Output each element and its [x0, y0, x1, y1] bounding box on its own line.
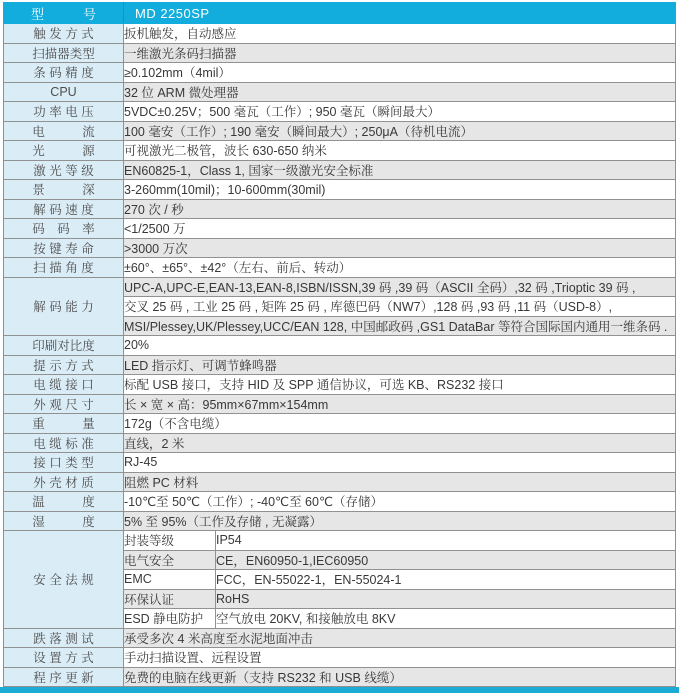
table-row	[4, 414, 676, 434]
spec-label: 电 缆 接 口	[4, 375, 124, 395]
spec-label: 触 发 方 式	[4, 24, 124, 44]
spec-label: 激 光 等 级	[4, 160, 124, 180]
table-row	[4, 63, 676, 83]
table-row	[4, 24, 676, 44]
spec-value: 32 位 ARM 微处理器	[124, 82, 676, 102]
table-row	[4, 355, 676, 375]
spec-value: LED 指示灯、可调节蜂鸣器	[124, 355, 676, 375]
spec-label: 光 源	[4, 141, 124, 161]
table-row	[4, 121, 676, 141]
table-row	[4, 219, 676, 239]
spec-label: 景 深	[4, 180, 124, 200]
table-row	[4, 160, 676, 180]
safety-sub-label: 封装等级	[124, 531, 216, 551]
spec-value: 阻燃 PC 材料	[124, 472, 676, 492]
spec-label: 提 示 方 式	[4, 355, 124, 375]
spec-label: 扫描器类型	[4, 43, 124, 63]
spec-label: 湿 度	[4, 511, 124, 531]
table-header-row	[4, 3, 676, 24]
spec-label: 重 量	[4, 414, 124, 434]
spec-value: 可视激光二极管，波长 630-650 纳米	[124, 141, 676, 161]
spec-value: 手动扫描设置、远程设置	[124, 648, 676, 668]
spec-value: RJ-45	[124, 453, 676, 473]
table-row	[4, 453, 676, 473]
table-row	[4, 511, 676, 531]
table-row	[4, 394, 676, 414]
table-row	[4, 336, 676, 356]
spec-value: 5VDC±0.25V；500 毫瓦（工作）; 950 毫瓦（瞬间最大）	[124, 102, 676, 122]
spec-value: <1/2500 万	[124, 219, 676, 239]
spec-value: UPC-A,UPC-E,EAN-13,EAN-8,ISBN/ISSN,39 码 ,39 码（ASCII 全码）,32 码 ,Trioptic 39 码 ,	[124, 277, 676, 297]
spec-value: MSI/Plessey,UK/Plessey,UCC/EAN 128, 中国邮政码 ,GS1 DataBar 等符合国际国内通用一维条码 .	[124, 316, 676, 336]
table-row	[4, 375, 676, 395]
safety-sub-value: IP54	[216, 531, 676, 551]
spec-label: CPU	[4, 82, 124, 102]
spec-label: 条 码 精 度	[4, 63, 124, 83]
spec-label: 程 序 更 新	[4, 667, 124, 687]
spec-value: 270 次 / 秒	[124, 199, 676, 219]
table-row	[4, 102, 676, 122]
spec-value: 长 × 宽 × 高：95mm×67mm×154mm	[124, 394, 676, 414]
spec-label: 按 键 寿 命	[4, 238, 124, 258]
spec-value: 承受多次 4 米高度至水泥地面冲击	[124, 628, 676, 648]
table-row	[4, 492, 676, 512]
model-value: MD 2250SP	[124, 3, 676, 24]
table-row	[4, 82, 676, 102]
spec-value: >3000 万次	[124, 238, 676, 258]
table-row-safety	[4, 531, 676, 551]
spec-value: 3-260mm(10mil)；10-600mm(30mil)	[124, 180, 676, 200]
safety-sub-value: CE，EN60950-1,IEC60950	[216, 550, 676, 570]
spec-value: 免费的电脑在线更新（支持 RS232 和 USB 线缆）	[124, 667, 676, 687]
table-row-decode-capability	[4, 277, 676, 297]
table-row	[4, 141, 676, 161]
spec-value: 标配 USB 接口，支持 HID 及 SPP 通信协议，可选 KB、RS232 接口	[124, 375, 676, 395]
table-row	[4, 238, 676, 258]
spec-label: 安 全 法 规	[4, 531, 124, 629]
spec-label: 解 码 速 度	[4, 199, 124, 219]
table-bottom-border	[0, 687, 679, 693]
table-row	[4, 43, 676, 63]
spec-value: -10℃至 50℃（工作）; -40℃至 60℃（存储）	[124, 492, 676, 512]
table-row	[4, 648, 676, 668]
spec-label: 印刷对比度	[4, 336, 124, 356]
spec-value: 172g（不含电缆）	[124, 414, 676, 434]
safety-sub-label: EMC	[124, 570, 216, 590]
safety-sub-label: 电气安全	[124, 550, 216, 570]
spec-value: 扳机触发，自动感应	[124, 24, 676, 44]
spec-value: ±60°、±65°、±42°（左右、前后、转动）	[124, 258, 676, 278]
spec-table	[3, 2, 676, 687]
spec-label: 功 率 电 压	[4, 102, 124, 122]
table-row	[4, 628, 676, 648]
safety-sub-value: 空气放电 20KV, 和接触放电 8KV	[216, 609, 676, 629]
spec-value: 5% 至 95%（工作及存储 , 无凝露）	[124, 511, 676, 531]
spec-label: 温 度	[4, 492, 124, 512]
spec-value: ≥0.102mm（4mil）	[124, 63, 676, 83]
spec-label: 电 缆 标 准	[4, 433, 124, 453]
spec-label: 外 壳 材 质	[4, 472, 124, 492]
spec-value: 20%	[124, 336, 676, 356]
safety-sub-label: 环保认证	[124, 589, 216, 609]
table-row	[4, 433, 676, 453]
spec-value: 一维激光条码扫描器	[124, 43, 676, 63]
spec-label: 码 码 率	[4, 219, 124, 239]
spec-label: 解 码 能 力	[4, 277, 124, 336]
spec-value: 交叉 25 码 , 工业 25 码 , 矩阵 25 码 , 库德巴码（NW7）,128 码 ,93 码 ,11 码（USD-8）,	[124, 297, 676, 317]
spec-label: 外 观 尺 寸	[4, 394, 124, 414]
table-row	[4, 472, 676, 492]
table-row	[4, 180, 676, 200]
safety-sub-value: FCC，EN-55022-1，EN-55024-1	[216, 570, 676, 590]
table-row	[4, 258, 676, 278]
safety-sub-label: ESD 静电防护	[124, 609, 216, 629]
spec-label: 扫 描 角 度	[4, 258, 124, 278]
spec-value: 100 毫安（工作）; 190 毫安（瞬间最大）; 250μA（待机电流）	[124, 121, 676, 141]
safety-sub-value: RoHS	[216, 589, 676, 609]
spec-value: EN60825-1，Class 1, 国家一级激光安全标准	[124, 160, 676, 180]
spec-label: 跌 落 测 试	[4, 628, 124, 648]
spec-label: 设 置 方 式	[4, 648, 124, 668]
model-label: 型 号	[4, 3, 124, 24]
table-row	[4, 667, 676, 687]
table-row	[4, 199, 676, 219]
spec-label: 电 流	[4, 121, 124, 141]
spec-label: 接 口 类 型	[4, 453, 124, 473]
spec-value: 直线，2 米	[124, 433, 676, 453]
